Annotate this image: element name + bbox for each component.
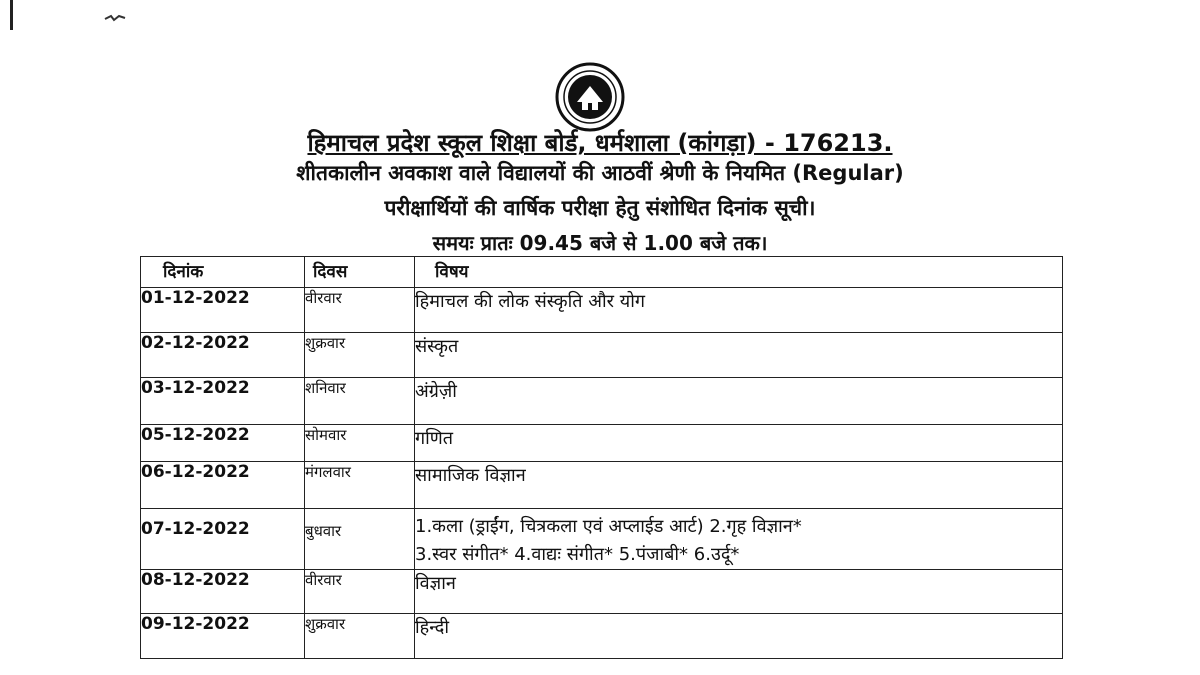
header-subject: विषय <box>415 257 1063 288</box>
row-subject: संस्कृत <box>415 333 1063 378</box>
row-date: 07-12-2022 <box>141 509 305 570</box>
document-title: हिमाचल प्रदेश स्कूल शिक्षा बोर्ड, धर्मशाला (कांगड़ा) - 176213. <box>307 129 893 157</box>
row-subject-line-2: 3.स्वर संगीत* 4.वाद्यः संगीत* 5.पंजाबी* 6.उर्दू* <box>415 544 740 565</box>
scan-edge-mark <box>10 0 13 30</box>
table-header-row <box>141 257 1063 288</box>
table-row <box>141 614 1063 659</box>
table-row <box>141 570 1063 614</box>
row-day: शुक्रवार <box>305 614 415 659</box>
table-row <box>141 462 1063 509</box>
row-date: 09-12-2022 <box>141 614 305 659</box>
row-day: शनिवार <box>305 378 415 425</box>
row-day: वीरवार <box>305 288 415 333</box>
table-row <box>141 288 1063 333</box>
row-day: बुधवार <box>305 509 415 570</box>
header-day: दिवस <box>305 257 415 288</box>
row-day: शुक्रवार <box>305 333 415 378</box>
exam-schedule-table <box>140 256 1063 659</box>
table-row <box>141 509 1063 570</box>
document-subtitle-line-1: शीतकालीन अवकाश वाले विद्यालयों की आठवीं श्रेणी के नियमित (Regular) <box>296 161 904 185</box>
row-subject: सामाजिक विज्ञान <box>415 462 1063 509</box>
row-day: सोमवार <box>305 425 415 462</box>
board-seal-logo <box>555 62 625 132</box>
row-subject: गणित <box>415 425 1063 462</box>
row-subject: अंग्रेज़ी <box>415 378 1063 425</box>
row-subject: विज्ञान <box>415 570 1063 614</box>
row-day: मंगलवार <box>305 462 415 509</box>
row-date: 02-12-2022 <box>141 333 305 378</box>
row-subject-multiline <box>415 509 1063 570</box>
row-subject: हिमाचल की लोक संस्कृति और योग <box>415 288 1063 333</box>
row-subject-line-1: 1.कला (ड्राईंग, चित्रकला एवं अप्लाईड आर्ट) 2.गृह विज्ञान* <box>415 516 802 537</box>
row-subject: हिन्दी <box>415 614 1063 659</box>
document-subtitle-line-2: परीक्षार्थियों की वार्षिक परीक्षा हेतु संशोधित दिनांक सूची। <box>384 196 816 220</box>
row-date: 08-12-2022 <box>141 570 305 614</box>
exam-timing: समयः प्रातः 09.45 बजे से 1.00 बजे तक। <box>432 231 768 255</box>
table-row <box>141 378 1063 425</box>
header-date: दिनांक <box>141 257 305 288</box>
row-date: 05-12-2022 <box>141 425 305 462</box>
table-row <box>141 333 1063 378</box>
row-day: वीरवार <box>305 570 415 614</box>
corner-scribble-mark <box>104 14 126 22</box>
row-date: 03-12-2022 <box>141 378 305 425</box>
table-row <box>141 425 1063 462</box>
row-date: 06-12-2022 <box>141 462 305 509</box>
row-date: 01-12-2022 <box>141 288 305 333</box>
